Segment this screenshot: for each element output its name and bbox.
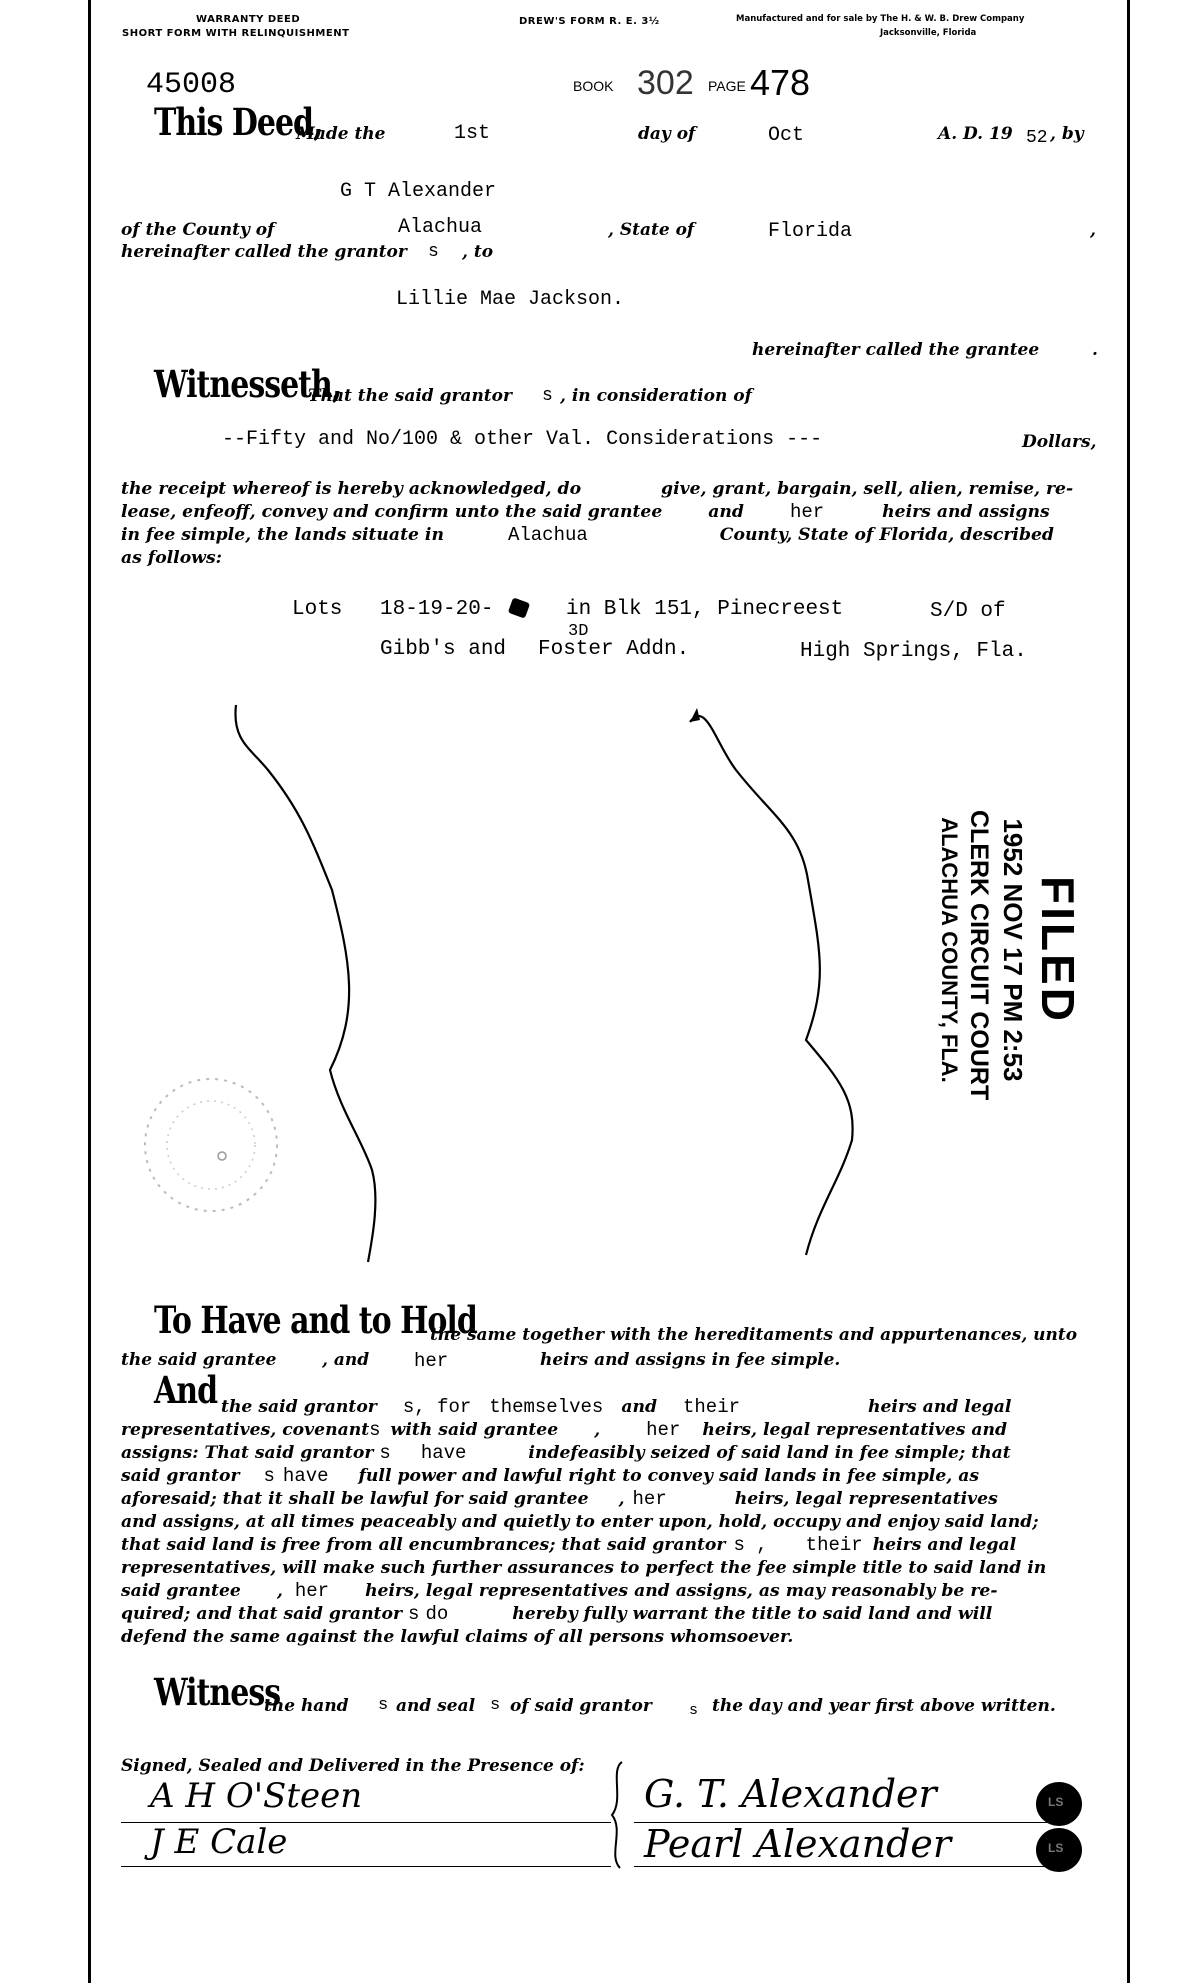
para-line-2: lease, enfeoff, convey and confirm unto the said grantee — [121, 502, 663, 522]
witnesseth-s: s — [542, 386, 553, 406]
county-name: Alachua — [398, 216, 483, 239]
witness-f: s — [689, 1702, 699, 1719]
cov-l3d: indefeasibly seized of said land in fee simple; that — [528, 1443, 1011, 1463]
seal-center-dot — [218, 1152, 226, 1160]
presence-label: Signed, Sealed and Delivered in the Presence of: — [121, 1756, 585, 1776]
cov-l5c: her — [632, 1488, 667, 1510]
witness-signature-2: J E Cale — [150, 1822, 288, 1862]
para-line-3: in fee simple, the lands situate in — [121, 525, 444, 545]
deed-day: 1st — [454, 122, 491, 145]
legal-line-2b: Foster Addn. — [538, 638, 690, 661]
seal-dot-2-text: LS — [1048, 1841, 1064, 1855]
cov-l2c: with said grantee — [390, 1420, 559, 1440]
cov-l9d: heirs, legal representatives and assigns, as may reasonably be re- — [365, 1581, 998, 1601]
made-the-label: Made the — [296, 124, 386, 144]
habendum-her: her — [414, 1350, 449, 1372]
deed-month: Oct — [768, 124, 805, 147]
day-of-label: day of — [638, 124, 696, 144]
cov-l2a: representatives, covenant — [121, 1420, 370, 1440]
para-line-4: as follows: — [121, 548, 222, 568]
cov-l10c: do — [425, 1603, 449, 1625]
habendum-line-2d: heirs and assigns in fee simple. — [540, 1350, 841, 1370]
cov-l1f: heirs and legal — [868, 1397, 1012, 1417]
cov-l5b: , — [618, 1489, 625, 1509]
cov-l1c: themselves — [489, 1396, 604, 1418]
cov-l3a: assigns: That said grantor — [121, 1443, 374, 1463]
para-line-2d: heirs and assigns — [882, 502, 1050, 522]
publisher-line-2: Jacksonville, Florida — [880, 28, 977, 38]
grantor-signature-2: Pearl Alexander — [644, 1822, 952, 1866]
covenants-paragraph — [121, 1396, 1046, 1649]
cov-l6: and assigns, at all times peaceably and quietly to enter upon, hold, occupy and enjoy said land; — [121, 1512, 1039, 1532]
grantee-name: Lillie Mae Jackson. — [396, 288, 625, 311]
habendum-heading: To Have and to Hold — [154, 1299, 477, 1343]
cov-l3c: have — [420, 1442, 467, 1464]
para-her: her — [789, 501, 825, 523]
witness-b: s — [378, 1696, 389, 1715]
cov-l5a: aforesaid; that it shall be lawful for said grantee — [121, 1489, 589, 1509]
legal-line-2a: Gibb's and — [380, 638, 507, 661]
cov-l7d: heirs and legal — [872, 1535, 1017, 1555]
covenants-heading: And — [154, 1369, 218, 1413]
grantor-line-2 — [634, 1866, 1054, 1867]
filed-stamp — [835, 810, 1085, 1101]
witness-a: the hand — [264, 1696, 349, 1716]
cov-l1d: and — [621, 1397, 657, 1417]
cov-l7b: s , — [733, 1534, 768, 1556]
to-label: , to — [462, 242, 494, 262]
grantor-plural-s: s — [428, 242, 439, 262]
cov-l1b: s, for — [402, 1396, 472, 1418]
cov-l10a: quired; and that said grantor — [121, 1604, 403, 1624]
cov-l7a: that said land is free from all encumbrances; that said grantor — [121, 1535, 726, 1555]
grantor-called-label: hereinafter called the grantor — [121, 242, 407, 262]
form-title-2: SHORT FORM WITH RELINQUISHMENT — [122, 28, 350, 39]
witnesseth-heading: Witnesseth, — [154, 363, 342, 407]
witness-d: s — [490, 1696, 501, 1715]
cov-l7c: their — [805, 1534, 863, 1556]
grantor-name: G T Alexander — [340, 180, 497, 203]
seal-ring-outer — [145, 1079, 277, 1211]
para-line-3c: County, State of Florida, described — [719, 525, 1054, 545]
signature-bracket — [604, 1760, 634, 1870]
cov-l9a: said grantee — [121, 1581, 241, 1601]
cov-l2d: , — [594, 1420, 601, 1440]
legal-line-2c: High Springs, Fla. — [800, 640, 1027, 663]
cov-l1e: their — [682, 1396, 740, 1418]
cov-l2f: heirs, legal representatives and — [702, 1420, 1008, 1440]
cov-l9c: her — [294, 1580, 330, 1602]
state-name: Florida — [768, 220, 853, 243]
by-label: , by — [1050, 124, 1084, 144]
filed-stamp-county: ALACHUA COUNTY, FLA. — [937, 817, 962, 1083]
record-number: 45008 — [146, 68, 237, 102]
para-line-1: the receipt whereof is hereby acknowledged, do — [121, 479, 582, 499]
ad-label: A. D. 19 — [938, 124, 1013, 144]
signature-bracket-path — [612, 1762, 622, 1868]
grantor-signature-1: G. T. Alexander — [644, 1772, 937, 1816]
legal-line-1a: Lots — [292, 598, 343, 621]
seal-ring-inner — [167, 1101, 255, 1189]
deed-year: 52 — [1026, 128, 1048, 148]
witness-c: and seal — [396, 1696, 476, 1716]
witness-g: the day and year first above written. — [712, 1696, 1056, 1716]
state-of-label: , State of — [608, 220, 695, 240]
form-title-1: WARRANTY DEED — [196, 14, 301, 25]
seal-dot-1-text: LS — [1048, 1795, 1064, 1809]
legal-line-1b: 18-19-20- — [380, 598, 494, 621]
dollars-label: Dollars, — [1022, 432, 1097, 452]
this-deed-heading: This Deed, — [154, 101, 323, 145]
state-comma: , — [1090, 220, 1096, 240]
cov-l4a: said grantor — [121, 1466, 240, 1486]
cov-l9b: , — [276, 1581, 283, 1601]
cov-l8: representatives, will make such further assurances to perfect the fee simple title to said land in — [121, 1558, 1047, 1578]
county-of-label: of the County of — [121, 220, 275, 240]
habendum-line-2a: the said grantee — [121, 1350, 277, 1370]
witness-signature-1: A H O'Steen — [150, 1776, 363, 1816]
publisher-line-1: Manufactured and for sale by The H. & W. B. Drew Company — [736, 14, 1025, 24]
cov-l3b: s — [379, 1442, 391, 1464]
cov-l2e: her — [646, 1419, 681, 1441]
cov-l11: defend the same against the lawful claims of all persons whomsoever. — [121, 1627, 794, 1647]
faint-notary-seal — [136, 1070, 286, 1220]
cov-l4c: have — [282, 1465, 329, 1487]
cov-l10b: s — [408, 1603, 420, 1625]
cov-l2b: s — [369, 1419, 381, 1441]
page-number: 478 — [750, 62, 811, 103]
witness-line-2 — [121, 1866, 611, 1867]
form-number: DREW'S FORM R. E. 3½ — [519, 16, 660, 27]
filed-stamp-title: FILED — [1032, 876, 1084, 1024]
habendum-line-2b: , and — [322, 1350, 370, 1370]
consideration-amount: --Fifty and No/100 & other Val. Considerations --- — [222, 428, 823, 451]
legal-line-1c: in Blk 151, Pinecreest — [566, 598, 844, 621]
book-number: 302 — [637, 64, 694, 102]
page-label: PAGE — [708, 78, 746, 94]
grantee-period: . — [1092, 340, 1098, 360]
cov-l1a: the said grantor — [221, 1397, 377, 1417]
para-line-2b: and — [708, 502, 744, 522]
cancellation-line-right — [690, 716, 853, 1255]
grantee-called-label: hereinafter called the grantee — [752, 340, 1040, 360]
witnesseth-line-1b: , in consideration of — [560, 386, 752, 406]
legal-superscript: 3D — [568, 622, 589, 641]
filed-stamp-clerk: CLERK CIRCUIT COURT — [965, 810, 993, 1101]
witness-heading: Witness — [154, 1671, 281, 1715]
cov-l4d: full power and lawful right to convey said lands in fee simple, as — [358, 1466, 980, 1486]
para-line-1b: give, grant, bargain, sell, alien, remise, re- — [661, 479, 1074, 499]
witness-e: of said grantor — [510, 1696, 652, 1716]
legal-line-1d: S/D of — [930, 600, 1006, 623]
book-label: BOOK — [573, 78, 614, 94]
cov-l5d: heirs, legal representatives — [734, 1489, 998, 1509]
cancellation-tick — [690, 708, 700, 722]
cov-l10d: hereby fully warrant the title to said land and will — [512, 1604, 993, 1624]
habendum-line-1: the same together with the hereditaments and appurtenances, unto — [430, 1325, 1078, 1345]
cov-l4b: s — [263, 1465, 275, 1487]
filed-stamp-date: 1952 NOV 17 PM 2:53 — [998, 818, 1028, 1082]
witnesseth-line-1: That the said grantor — [308, 386, 512, 406]
para-county: Alachua — [507, 524, 588, 546]
